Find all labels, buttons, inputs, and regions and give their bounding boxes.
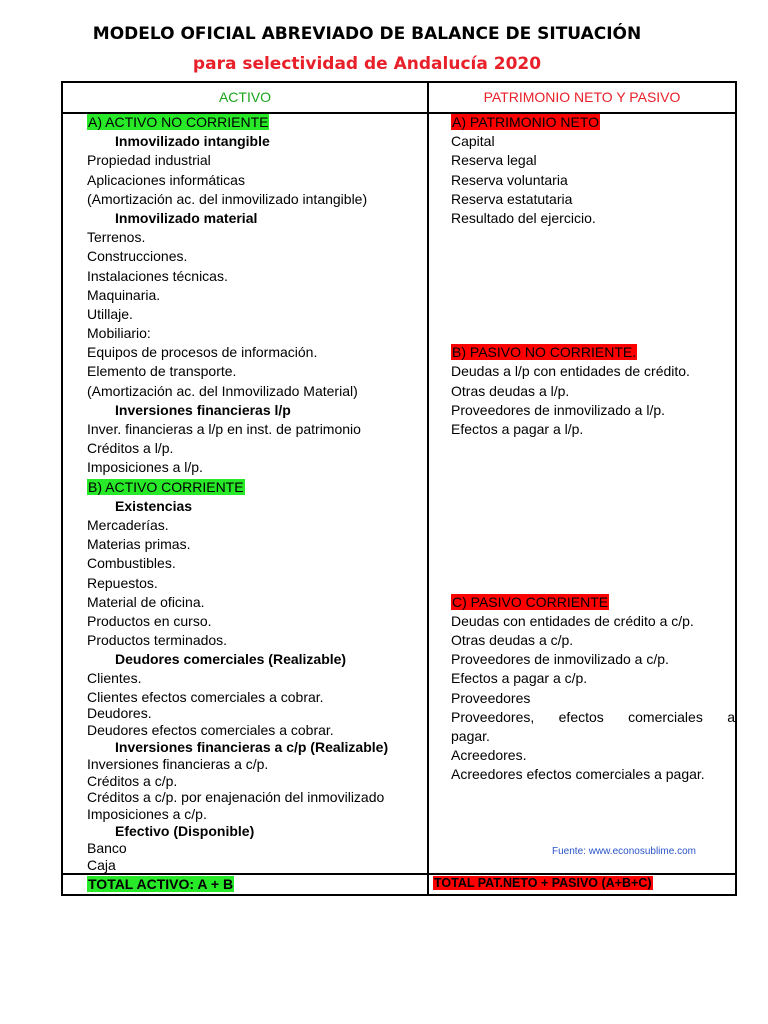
pasivo-line: Efectos a pagar a l/p. [451,421,584,437]
activo-line: Inmovilizado material [115,209,258,226]
activo-line: Imposiciones a c/p. [87,806,207,823]
pasivo-line [451,497,735,516]
activo-line: Instalaciones técnicas. [87,267,228,284]
activo-line: Construcciones. [87,248,188,265]
pasivo-line [451,343,735,362]
pasivo-line: Resultado del ejercicio. [451,209,596,226]
activo-line: Mobiliario: [87,325,151,342]
pasivo-line: Otras deudas a c/p. [451,632,574,649]
pasivo-line [451,439,735,458]
pasivo-line: pagar. [451,728,490,744]
pasivo-line [451,516,735,535]
activo-header: ACTIVO [218,89,272,105]
activo-line: Terrenos. [87,229,146,246]
pasivo-line: Proveedores de inmovilizado a l/p. [451,401,666,418]
pasivo-line [451,458,735,477]
justified-word: a [727,708,735,725]
pasivo-line [451,708,735,727]
pasivo-section-heading: A) PATRIMONIO NETO [452,114,600,130]
pasivo-section-heading: B) PASIVO NO CORRIENTE. [452,344,637,361]
pasivo-line [451,267,735,286]
pasivo-line: Efectos a pagar a c/p. [451,670,588,687]
activo-line: Deudores comerciales (Realizable) [115,651,347,668]
activo-line: Créditos a c/p. por enajenación del inmovilizado [87,789,385,806]
activo-line: Banco [87,839,127,856]
justified-word: efectos [558,708,604,725]
pasivo-line: Otras deudas a l/p. [451,382,570,399]
activo-line: Materias primas. [87,536,191,553]
pasivo-column [451,113,735,785]
activo-line: Inver. financieras a l/p en inst. de patrimonio [87,421,361,437]
activo-line: Clientes efectos comerciales a cobrar. [87,688,324,705]
pasivo-line [451,305,735,324]
page-title: MODELO OFICIAL ABREVIADO DE BALANCE DE SITUACIÓN [92,24,642,44]
pasivo-line [451,574,735,593]
activo-line: Aplicaciones informáticas [87,171,245,188]
activo-line: Inversiones financieras a c/p (Realizable) [115,739,389,756]
activo-line: Deudores. [87,705,152,722]
justified-word: Proveedores, [451,708,535,725]
column-divider [427,83,429,894]
source-note: Fuente: www.econosublime.com [552,846,696,857]
activo-line: (Amortización ac. del inmovilizado intangible) [87,190,368,207]
pasivo-line [451,593,735,612]
activo-line: Existencias [115,497,193,514]
activo-column [87,113,423,873]
total-pasivo: TOTAL PAT.NETO + PASIVO (A+B+C) [434,876,652,890]
pasivo-line: Acreedores. [451,747,527,764]
activo-line: Utillaje. [87,305,133,322]
pasivo-line: Capital [451,133,495,150]
pasivo-line: Deudas con entidades de crédito a c/p. [451,612,694,629]
activo-line: Caja [87,856,116,873]
activo-line: (Amortización ac. del Inmovilizado Material) [87,382,358,399]
pasivo-line: Deudas a l/p con entidades de crédito. [451,363,690,380]
activo-section-heading: A) ACTIVO NO CORRIENTE [88,114,269,130]
activo-line: Elemento de transporte. [87,363,237,380]
pasivo-line [451,535,735,554]
activo-line: Clientes. [87,670,142,687]
pasivo-line [451,554,735,573]
activo-line: Créditos a c/p. [87,772,178,789]
activo-line: Propiedad industrial [87,152,211,169]
pasivo-line [451,286,735,305]
activo-line [87,478,423,497]
pasivo-line [451,247,735,266]
activo-line: Deudores efectos comerciales a cobrar. [87,722,334,739]
activo-line: Inmovilizado intangible [115,133,270,150]
activo-line: Material de oficina. [87,593,205,610]
activo-section-heading: B) ACTIVO CORRIENTE [88,478,244,495]
total-activo: TOTAL ACTIVO: A + B [88,876,234,892]
activo-line: Mercaderías. [87,516,169,533]
activo-line: Inversiones financieras a c/p. [87,755,269,772]
activo-line: Equipos de procesos de información. [87,344,318,361]
activo-line [87,113,423,132]
pasivo-line [451,478,735,497]
pasivo-line: Reserva estatutaria [451,190,573,207]
activo-line: Maquinaria. [87,286,161,303]
activo-line: Imposiciones a l/p. [87,459,203,476]
balance-table [61,81,737,896]
pasivo-line: Proveedores de inmovilizado a c/p. [451,651,669,668]
pasivo-header: PATRIMONIO NETO Y PASIVO [483,89,681,105]
activo-line: Combustibles. [87,555,176,572]
page-subtitle: para selectividad de Andalucía 2020 [192,54,542,74]
activo-line: Inversiones financieras l/p [115,401,291,418]
activo-line: Efectivo (Disponible) [115,823,255,839]
pasivo-section-heading: C) PASIVO CORRIENTE [452,593,609,610]
pasivo-line: Acreedores efectos comerciales a pagar. [451,766,705,783]
activo-line: Repuestos. [87,574,158,591]
activo-line: Productos terminados. [87,632,228,649]
pasivo-line [451,324,735,343]
justified-word: comerciales [628,708,703,725]
activo-line: Créditos a l/p. [87,440,174,457]
pasivo-line: Reserva voluntaria [451,171,568,188]
activo-line: Productos en curso. [87,612,212,629]
pasivo-line [451,113,735,132]
pasivo-line [451,228,735,247]
pasivo-line: Proveedores [451,689,531,706]
pasivo-line: Reserva legal [451,152,537,169]
